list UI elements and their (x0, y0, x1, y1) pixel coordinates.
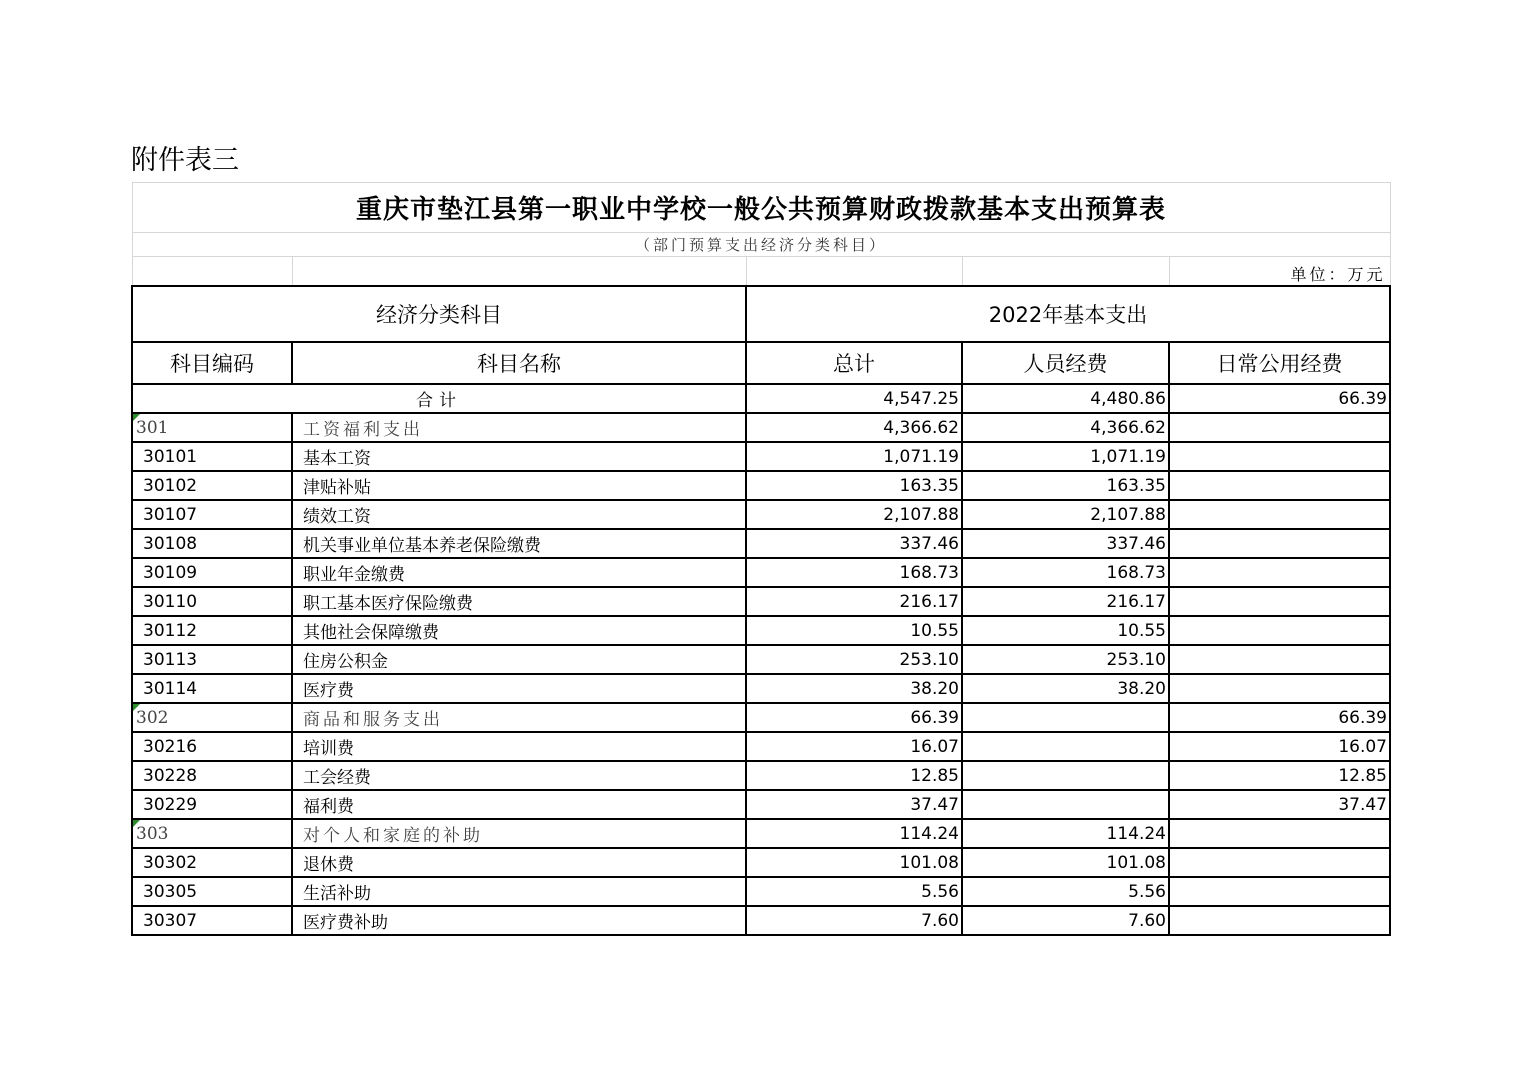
row-public (1169, 616, 1390, 645)
row-code: 30107 (132, 500, 292, 529)
row-public (1169, 413, 1390, 442)
total-label: 合计 (132, 384, 746, 413)
row-total: 10.55 (746, 616, 962, 645)
row-public (1169, 471, 1390, 500)
row-public (1169, 906, 1390, 935)
row-personnel: 337.46 (962, 529, 1169, 558)
table-row (132, 587, 1390, 616)
row-name: 机关事业单位基本养老保险缴费 (292, 529, 746, 558)
row-name: 职工基本医疗保险缴费 (292, 587, 746, 616)
row-public: 16.07 (1169, 732, 1390, 761)
row-total: 5.56 (746, 877, 962, 906)
row-personnel: 5.56 (962, 877, 1169, 906)
row-total: 337.46 (746, 529, 962, 558)
row-code-text: 301 (136, 417, 169, 438)
header-personnel: 人员经费 (962, 342, 1169, 384)
row-name: 对个人和家庭的补助 (292, 819, 746, 848)
row-public (1169, 848, 1390, 877)
row-code: 30101 (132, 442, 292, 471)
row-code: 30109 (132, 558, 292, 587)
row-total: 7.60 (746, 906, 962, 935)
row-public: 12.85 (1169, 761, 1390, 790)
row-code: 30302 (132, 848, 292, 877)
row-name: 退休费 (292, 848, 746, 877)
category-row (132, 703, 1390, 732)
row-name: 医疗费补助 (292, 906, 746, 935)
row-code: 30108 (132, 529, 292, 558)
row-code: 30114 (132, 674, 292, 703)
header-public: 日常公用经费 (1169, 342, 1390, 384)
row-code: 30216 (132, 732, 292, 761)
row-personnel: 2,107.88 (962, 500, 1169, 529)
category-row (132, 819, 1390, 848)
row-total: 114.24 (746, 819, 962, 848)
row-personnel (962, 703, 1169, 732)
row-public (1169, 877, 1390, 906)
row-code (132, 703, 292, 732)
row-code (132, 413, 292, 442)
budget-table (131, 182, 1391, 936)
row-public: 66.39 (1169, 703, 1390, 732)
row-name: 其他社会保障缴费 (292, 616, 746, 645)
row-personnel: 216.17 (962, 587, 1169, 616)
row-personnel: 4,366.62 (962, 413, 1169, 442)
row-personnel: 114.24 (962, 819, 1169, 848)
table-row (132, 500, 1390, 529)
table-title: 重庆市垫江县第一职业中学校一般公共预算财政拨款基本支出预算表 (132, 183, 1390, 233)
table-row (132, 674, 1390, 703)
row-code: 30112 (132, 616, 292, 645)
header-code: 科目编码 (132, 342, 292, 384)
table-row (132, 616, 1390, 645)
header-economic-classification: 经济分类科目 (132, 286, 746, 342)
row-name: 津贴补贴 (292, 471, 746, 500)
header-basic-expenditure: 2022年基本支出 (746, 286, 1390, 342)
row-code: 30102 (132, 471, 292, 500)
row-code: 30229 (132, 790, 292, 819)
table-row (132, 732, 1390, 761)
blank-cell (132, 257, 292, 287)
row-total: 2,107.88 (746, 500, 962, 529)
table-row (132, 645, 1390, 674)
row-personnel: 7.60 (962, 906, 1169, 935)
header-total: 总计 (746, 342, 962, 384)
row-public: 37.47 (1169, 790, 1390, 819)
row-total: 37.47 (746, 790, 962, 819)
row-name: 住房公积金 (292, 645, 746, 674)
blank-cell (962, 257, 1169, 287)
blank-cell (746, 257, 962, 287)
row-personnel: 1,071.19 (962, 442, 1169, 471)
row-name: 福利费 (292, 790, 746, 819)
row-public (1169, 500, 1390, 529)
row-name: 医疗费 (292, 674, 746, 703)
table-row (132, 877, 1390, 906)
row-total: 101.08 (746, 848, 962, 877)
row-code-text: 303 (136, 823, 169, 844)
table-row (132, 529, 1390, 558)
row-name: 工资福利支出 (292, 413, 746, 442)
row-personnel (962, 761, 1169, 790)
row-personnel (962, 732, 1169, 761)
row-code: 30307 (132, 906, 292, 935)
row-name: 生活补助 (292, 877, 746, 906)
unit-label: 单位：万元 (1169, 257, 1390, 287)
row-total: 168.73 (746, 558, 962, 587)
row-total: 38.20 (746, 674, 962, 703)
row-code: 30228 (132, 761, 292, 790)
row-personnel: 163.35 (962, 471, 1169, 500)
row-personnel: 10.55 (962, 616, 1169, 645)
total-public: 66.39 (1169, 384, 1390, 413)
table-row (132, 471, 1390, 500)
row-total: 16.07 (746, 732, 962, 761)
table-row (132, 906, 1390, 935)
row-name: 商品和服务支出 (292, 703, 746, 732)
total-personnel: 4,480.86 (962, 384, 1169, 413)
row-personnel: 101.08 (962, 848, 1169, 877)
table-row (132, 848, 1390, 877)
table-row (132, 761, 1390, 790)
total-sum: 4,547.25 (746, 384, 962, 413)
row-total: 66.39 (746, 703, 962, 732)
row-total: 4,366.62 (746, 413, 962, 442)
row-code-text: 302 (136, 707, 169, 728)
row-public (1169, 529, 1390, 558)
row-public (1169, 645, 1390, 674)
row-code: 30113 (132, 645, 292, 674)
row-personnel: 38.20 (962, 674, 1169, 703)
row-total: 12.85 (746, 761, 962, 790)
comment-marker-icon (133, 414, 140, 421)
row-code (132, 819, 292, 848)
row-name: 培训费 (292, 732, 746, 761)
row-code: 30305 (132, 877, 292, 906)
category-row (132, 413, 1390, 442)
attachment-label: 附件表三 (131, 145, 239, 176)
table-row (132, 442, 1390, 471)
row-public (1169, 674, 1390, 703)
row-public (1169, 558, 1390, 587)
row-name: 基本工资 (292, 442, 746, 471)
row-name: 工会经费 (292, 761, 746, 790)
blank-cell (292, 257, 746, 287)
comment-marker-icon (133, 704, 140, 711)
row-name: 绩效工资 (292, 500, 746, 529)
row-total: 1,071.19 (746, 442, 962, 471)
table-subtitle: （部门预算支出经济分类科目） (132, 233, 1390, 257)
comment-marker-icon (133, 820, 140, 827)
row-public (1169, 442, 1390, 471)
row-name: 职业年金缴费 (292, 558, 746, 587)
table-row (132, 790, 1390, 819)
row-personnel (962, 790, 1169, 819)
row-total: 253.10 (746, 645, 962, 674)
row-total: 163.35 (746, 471, 962, 500)
row-personnel: 168.73 (962, 558, 1169, 587)
row-code: 30110 (132, 587, 292, 616)
table-row (132, 558, 1390, 587)
row-total: 216.17 (746, 587, 962, 616)
row-public (1169, 819, 1390, 848)
header-name: 科目名称 (292, 342, 746, 384)
row-personnel: 253.10 (962, 645, 1169, 674)
row-public (1169, 587, 1390, 616)
